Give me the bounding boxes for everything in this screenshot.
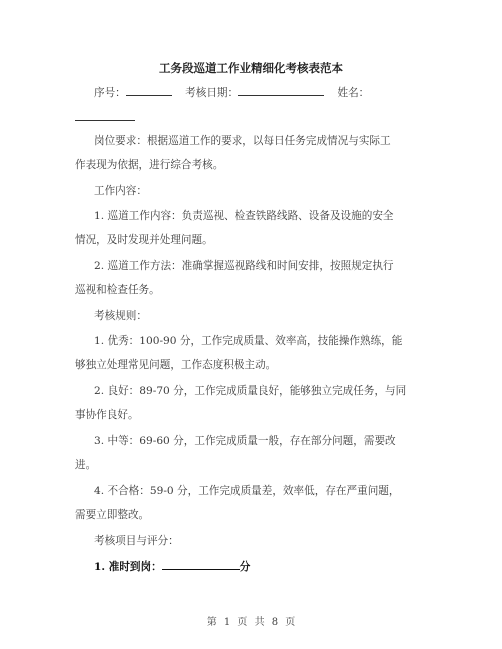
rule-2-line-2: 事协作良好。 — [75, 409, 139, 421]
page-footer: 第 1 页 共 8 页 — [206, 617, 296, 628]
rule-3-line-1: 3. 中等：69-60 分，工作完成质量一般，存在部分问题，需要改 — [94, 435, 396, 447]
rule-3-line-2: 进。 — [75, 459, 97, 471]
header-fields-row — [94, 85, 450, 100]
rule-1-line-1: 1. 优秀：100-90 分，工作完成质量、效率高，技能操作熟练，能 — [94, 335, 403, 347]
rule-4-line-1: 4. 不合格：59-0 分，工作完成质量差，效率低，存在严重问题， — [94, 485, 400, 497]
requirement-line-1: 岗位要求：根据巡道工作的要求，以每日任务完成情况与实际工 — [94, 135, 391, 147]
serial-blank[interactable] — [126, 85, 172, 96]
content-heading: 工作内容： — [94, 185, 147, 197]
document-title: 工务段巡道工作业精细化考核表范本 — [159, 61, 343, 75]
rule-1-line-2: 够独立处理常见问题，工作态度积极主动。 — [75, 359, 277, 371]
rule-4-line-2: 需要立即整改。 — [75, 509, 150, 521]
items-heading: 考核项目与评分： — [94, 535, 179, 547]
date-label: 考核日期： — [185, 87, 239, 99]
content-2-line-2: 巡视和检查任务。 — [75, 284, 160, 296]
requirement-line-2: 作表现为依据，进行综合考核。 — [75, 159, 224, 171]
item-1-row — [94, 559, 450, 574]
name-blank-row — [75, 110, 431, 125]
item-1-label: 1. 准时到岗： — [94, 561, 162, 573]
item-1-score-blank[interactable] — [162, 559, 240, 570]
name-label: 姓名： — [337, 87, 370, 99]
date-blank[interactable] — [238, 85, 324, 96]
item-1-unit: 分 — [239, 561, 251, 573]
rule-2-line-1: 2. 良好：89-70 分，工作完成质量良好，能够独立完成任务，与同 — [94, 385, 407, 397]
rules-heading: 考核规则： — [94, 310, 147, 322]
name-blank[interactable] — [75, 110, 135, 121]
serial-label: 序号： — [94, 87, 126, 99]
content-1-line-1: 1. 巡道工作内容：负责巡视、检查铁路线路、设备及设施的安全 — [94, 210, 394, 222]
content-2-line-1: 2. 巡道工作方法：准确掌握巡视路线和时间安排，按照规定执行 — [94, 260, 394, 272]
content-1-line-2: 情况，及时发现并处理问题。 — [75, 234, 213, 246]
